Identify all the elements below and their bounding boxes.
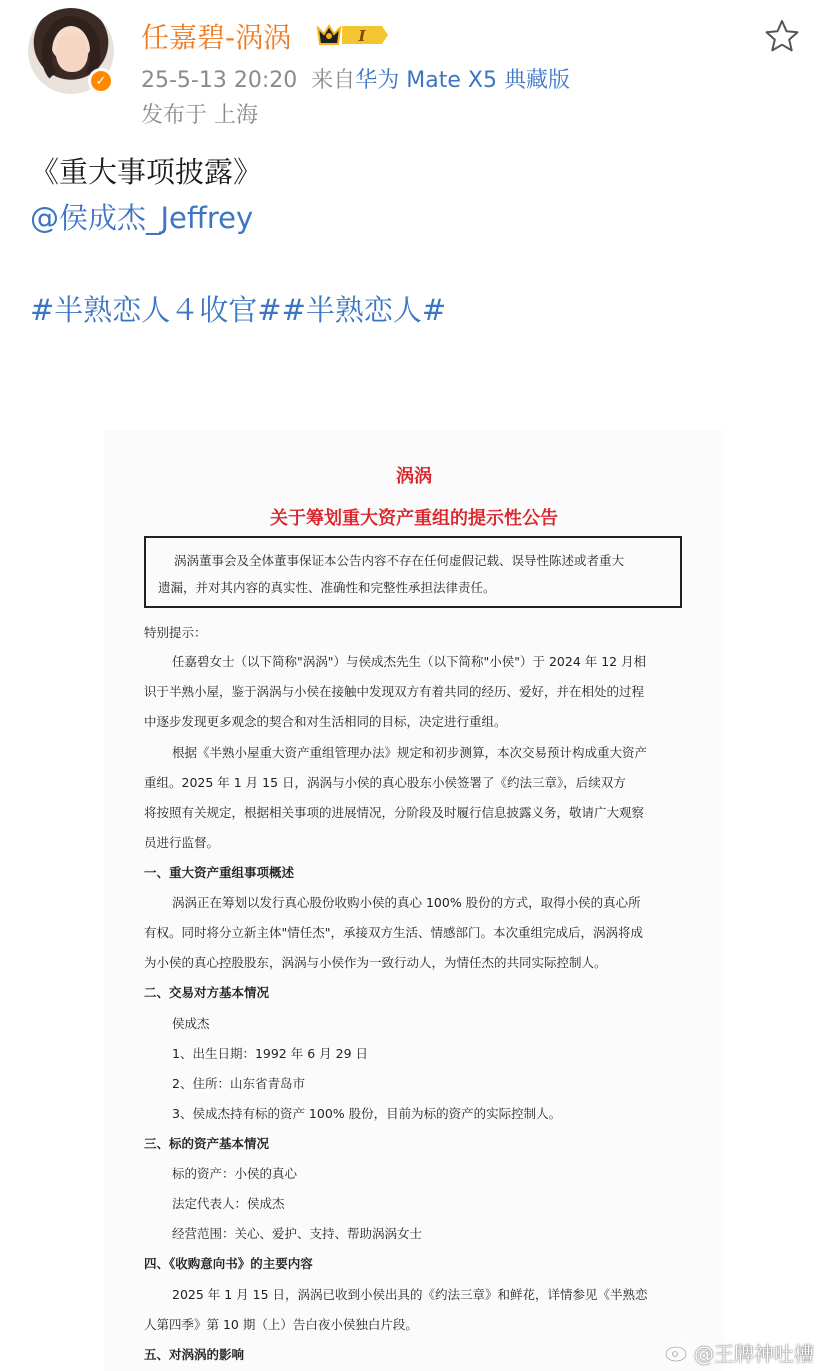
doc-box-line: 遗漏，并对其内容的真实性、准确性和完整性承担法律责任。 [158,580,496,595]
doc-line: 2025 年 1 月 15 日，涡涡已收到小侯出具的《约法三章》和鲜花，详情参见《半熟恋 [172,1287,648,1302]
doc-line: 根据《半熟小屋重大资产重组管理办法》规定和初步测算，本次交易预计构成重大资产 [172,745,648,760]
vip-crown-badge-icon[interactable] [316,20,390,50]
doc-box-line: 涡涡董事会及全体董事保证本公告内容不存在任何虚假记载、误导性陈述或者重大 [174,553,625,568]
doc-line: 重组。2025 年 1 月 15 日，涡涡与小侯的真心股东小侯签署了《约法三章》，后续双方 [144,775,626,790]
doc-line: 识于半熟小屋，鉴于涡涡与小侯在接触中发现双方有着共同的经历、爱好，并在相处的过程 [144,684,645,699]
announcement-image[interactable] [104,430,724,1371]
doc-line: 中逐步发现更多观念的契合和对生活相同的目标，决定进行重组。 [144,714,507,729]
doc-line: 侯成杰 [172,1016,210,1031]
doc-line: 经营范围：关心、爱护、支持、帮助涡涡女士 [172,1226,423,1241]
vip-level-label: I [358,27,366,45]
post-timestamp: 25-5-13 20:20 [141,68,298,93]
watermark-text: @王牌神吐槽 [694,1342,814,1366]
doc-section-heading: 三、标的资产基本情况 [144,1136,270,1151]
doc-line: 法定代表人：侯成杰 [172,1196,285,1211]
doc-company-name: 涡涡 [396,466,432,487]
doc-line: 特别提示： [144,625,207,640]
source-prefix: 来自 [311,68,356,93]
doc-section-heading: 一、重大资产重组事项概述 [144,865,295,880]
doc-line: 将按照有关规定，根据相关事项的进展情况，分阶段及时履行信息披露义务，敬请广大观察 [144,805,645,820]
doc-line: 为小侯的真心控股股东，涡涡与小侯作为一致行动人，为情任杰的共同实际控制人。 [144,955,607,970]
doc-title: 关于筹划重大资产重组的提示性公告 [270,508,558,529]
favorite-star-icon[interactable] [764,18,800,54]
verified-badge-icon: ✓ [88,68,114,94]
device-link[interactable]: 华为 Mate X5 典藏版 [355,68,570,93]
post-meta [141,63,570,94]
doc-line: 任嘉碧女士（以下简称"涡涡"）与侯成杰先生（以下简称"小侯"）于 2024 年 12 月相 [172,654,647,669]
mention-link[interactable]: @侯成杰_Jeffrey [30,201,254,235]
doc-line: 3、侯成杰持有标的资产 100% 股份，目前为标的资产的实际控制人。 [172,1106,562,1121]
post-location: 发布于 上海 [141,103,258,128]
doc-line: 人第四季》第 10 期（上）告白夜小侯独白片段。 [144,1317,418,1332]
avatar-face [56,32,88,72]
doc-line: 员进行监督。 [144,835,220,850]
doc-line: 涡涡正在筹划以发行真心股份收购小侯的真心 100% 股份的方式，取得小侯的真心所 [172,895,641,910]
doc-line: 2、住所：山东省青岛市 [172,1076,305,1091]
doc-line: 有权。同时将分立新主体"情任杰"，承接双方生活、情感部门。本次重组完成后，涡涡将成 [144,925,644,940]
doc-section-heading: 四、《收购意向书》的主要内容 [144,1256,313,1271]
doc-line: 标的资产：小侯的真心 [172,1166,298,1181]
doc-section-heading: 二、交易对方基本情况 [144,985,270,1000]
username[interactable]: 任嘉碧-涡涡 [141,21,292,54]
doc-disclaimer-box [144,536,682,608]
doc-section-heading: 五、对涡涡的影响 [144,1347,245,1362]
weibo-logo-icon [665,1340,691,1362]
post-title: 《重大事项披露》 [30,155,263,189]
hashtag-links[interactable]: #半熟恋人４收官##半熟恋人# [30,293,447,327]
doc-line: 1、出生日期：1992 年 6 月 29 日 [172,1046,368,1061]
